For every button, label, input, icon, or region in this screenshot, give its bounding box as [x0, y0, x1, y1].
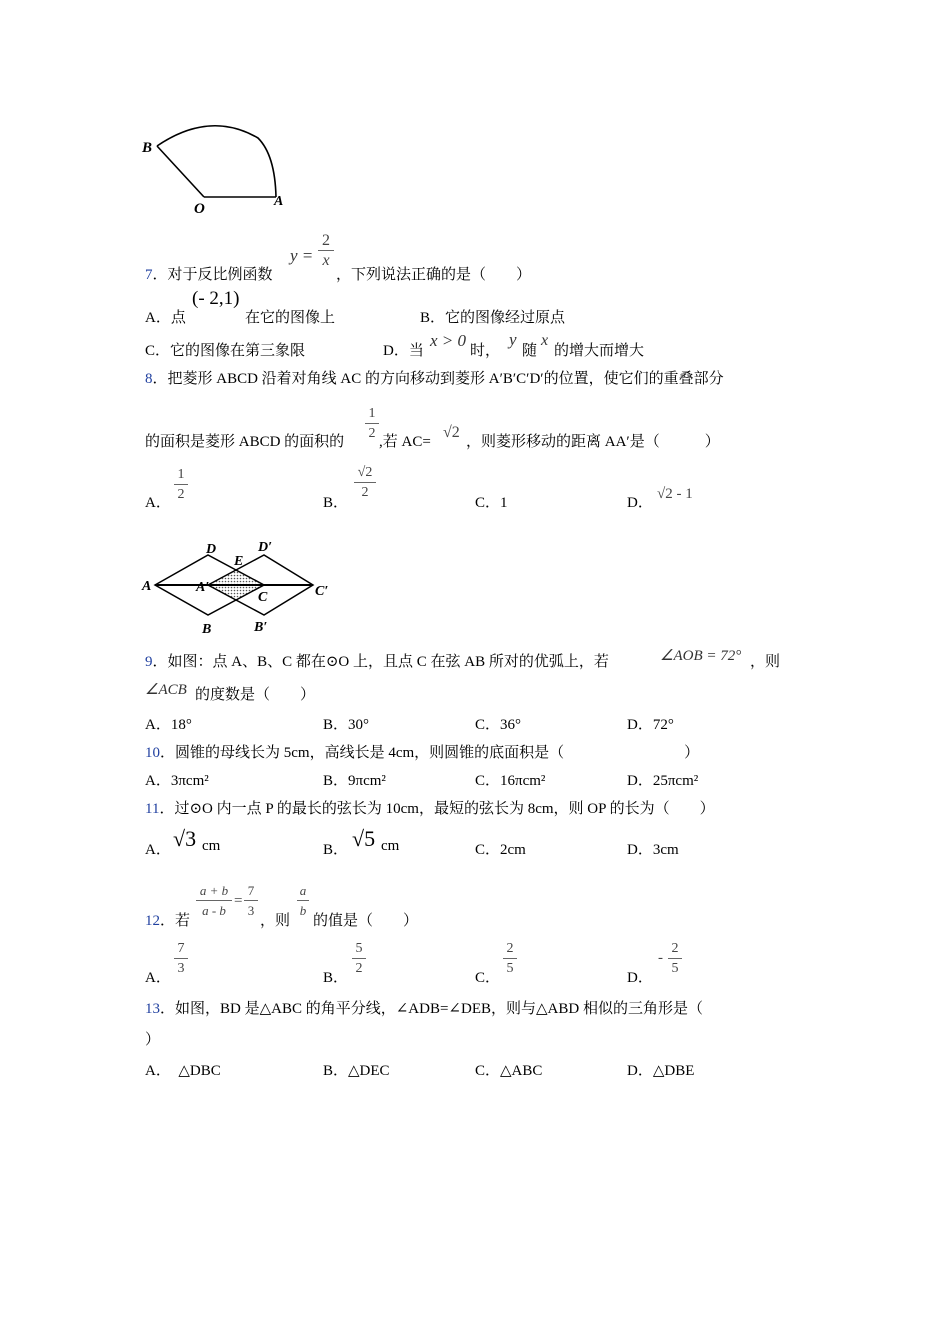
- q12-option-a[interactable]: [145, 966, 171, 987]
- q11-option-b[interactable]: [323, 838, 348, 859]
- q12-d-den: 5: [671, 961, 679, 976]
- q12-fraction-73: [244, 882, 258, 919]
- q12-a-num: 7: [177, 941, 185, 956]
- label-b: B: [202, 622, 212, 637]
- label-d: D: [206, 542, 217, 557]
- q9-line2-angle: ∠ACB: [145, 682, 187, 698]
- q7-stem: [145, 263, 273, 284]
- q8-half-num: 1: [368, 406, 376, 421]
- q11-b-label: B．: [323, 842, 349, 858]
- q12-b-fraction: [352, 940, 366, 977]
- q7-formula-lhs: y =: [290, 246, 314, 265]
- q9-number: 9: [145, 654, 153, 670]
- q10-text: ．圆锥的母线长为 5cm，高线长是 4cm，则圆锥的底面积是（ ）: [160, 745, 700, 761]
- q12-stem-pre: [145, 909, 190, 930]
- q12-d-fraction: [668, 940, 682, 977]
- q9-line1-post: ，则: [750, 654, 781, 670]
- q7-fraction-denominator: x: [322, 252, 330, 269]
- q10-option-a[interactable]: A．3πcm²: [145, 773, 209, 789]
- q11-text: ．过⊙O 内一点 P 的最长的弦长为 10cm，最短的弦长为 8cm，则 OP 的长为（ ）: [159, 801, 715, 817]
- q12-b-den: 2: [355, 961, 363, 976]
- sector-arc: [157, 126, 276, 197]
- q11-stem: [145, 797, 715, 818]
- q10-option-d[interactable]: D．25πcm²: [627, 773, 699, 789]
- q7-d-y: y: [509, 330, 517, 349]
- q12-fraction-a-over-b: [297, 882, 309, 919]
- q9-option-c[interactable]: C．36°: [475, 717, 522, 733]
- q12-post: 的值是（ ）: [313, 913, 419, 929]
- q12-d-sign: -: [658, 950, 663, 966]
- q10-option-c[interactable]: C．16πcm²: [475, 773, 546, 789]
- q12-option-c[interactable]: [475, 966, 500, 987]
- q11-option-d[interactable]: D．3cm: [627, 842, 679, 858]
- q12-c-num: 2: [506, 941, 514, 956]
- q7-formula-fraction: [318, 232, 334, 269]
- q13-line1-text: ．如图，BD 是△ABC 的角平分线，∠ADB=∠DEB，则与△ABD 相似的三角形是（: [160, 1001, 703, 1017]
- q10-option-b[interactable]: B．9πcm²: [323, 773, 386, 789]
- q11-a-label: A．: [145, 842, 171, 858]
- q12-d-num: 2: [671, 941, 679, 956]
- q7-d-mid2: 随: [522, 343, 538, 359]
- q13-option-d[interactable]: D．△DBE: [627, 1063, 695, 1079]
- label-e: E: [234, 554, 244, 569]
- q12-a-fraction: [174, 940, 188, 977]
- q12-f1-num: a + b: [199, 883, 229, 898]
- q8-a-label: A．: [145, 495, 171, 511]
- q7-d-mid: 时，: [470, 343, 501, 359]
- q12-f1-den: a - b: [202, 903, 226, 918]
- q7-option-d[interactable]: [383, 339, 424, 360]
- label-a: A: [142, 579, 152, 594]
- q11-option-c[interactable]: C．2cm: [475, 842, 526, 858]
- q12-b-label: B．: [323, 970, 349, 986]
- q8-option-c[interactable]: C．1: [475, 495, 508, 511]
- q7-option-b[interactable]: B．它的图像经过原点: [420, 310, 566, 326]
- q8-d-label: D．: [627, 495, 653, 511]
- q10-stem: [145, 741, 699, 762]
- q11-number: 11: [145, 801, 160, 817]
- q13-option-a[interactable]: A． △DBC: [145, 1063, 221, 1079]
- q8-line2-pre: 的面积是菱形 ABCD 的面积的: [145, 434, 345, 450]
- q8-a-den: 2: [177, 487, 185, 502]
- q9-option-a[interactable]: A．18°: [145, 717, 192, 733]
- q11-b-root: √5: [352, 826, 376, 851]
- q8-line2-post: ，则菱形移动的距离 AA′是（ ）: [466, 434, 720, 450]
- q8-b-num: √2: [357, 465, 373, 480]
- q12-f3-den: b: [299, 903, 307, 918]
- q8-b-fraction: [354, 464, 376, 501]
- q12-b-num: 5: [355, 941, 363, 956]
- q8-option-a[interactable]: [145, 491, 171, 512]
- q7-option-a[interactable]: [145, 306, 186, 327]
- q13-line2: ）: [145, 1032, 161, 1048]
- label-a: A: [274, 194, 284, 209]
- q9-line1-text: ．如图：点 A、B、C 都在⊙O 上，且点 C 在弦 AB 所对的优弧上，若: [152, 654, 609, 670]
- q11-a-root: √3: [173, 826, 197, 851]
- q7-d-condition: x > 0: [430, 331, 467, 350]
- q7-number: 7: [145, 267, 153, 283]
- q12-f2-num: 7: [247, 883, 255, 898]
- label-b: B: [142, 140, 153, 156]
- q7-a-point: (- 2,1): [192, 288, 240, 309]
- label-b-prime: B′: [254, 620, 268, 635]
- q9-line2-post: 的度数是（ ）: [195, 687, 316, 703]
- q7-d-x: x: [541, 332, 549, 349]
- q12-number: 12: [145, 913, 160, 929]
- q13-number: 13: [145, 1001, 160, 1017]
- q11-option-a[interactable]: [145, 838, 171, 859]
- q7-d-post: 的增大而增大: [554, 343, 645, 359]
- q7-a-text: 在它的图像上: [245, 310, 336, 326]
- q7-pre: ．对于反比例函数: [152, 267, 273, 283]
- q12-pre: ．若: [160, 913, 191, 929]
- sector-figure: [140, 120, 300, 220]
- q8-option-b[interactable]: [323, 491, 348, 512]
- q12-f3-num: a: [299, 883, 307, 898]
- label-o: O: [194, 201, 205, 217]
- q12-a-den: 3: [177, 961, 185, 976]
- q8-line1: [145, 367, 724, 388]
- q10-number: 10: [145, 745, 160, 761]
- q7-fraction-numerator: 2: [322, 232, 330, 249]
- q12-f2-den: 3: [247, 903, 255, 918]
- label-c: C: [258, 590, 268, 605]
- rhombus-figure: [140, 535, 340, 640]
- q8-number: 8: [145, 371, 153, 387]
- label-a-prime: A′: [196, 580, 210, 595]
- q12-c-label: C．: [475, 970, 501, 986]
- q7-stem-post: ，下列说法正确的是（ ）: [336, 267, 532, 283]
- q11-b-unit: cm: [381, 838, 400, 854]
- q8-half-den: 2: [368, 426, 376, 441]
- q11-a-unit: cm: [202, 838, 221, 854]
- q12-d-label: D．: [627, 970, 653, 986]
- q12-option-b[interactable]: [323, 966, 348, 987]
- q12-equals: =: [234, 893, 243, 909]
- q8-b-label: B．: [323, 495, 349, 511]
- q8-d-value: √2 - 1: [657, 486, 693, 502]
- q12-c-fraction: [503, 940, 517, 977]
- q13-line1: [145, 997, 703, 1018]
- label-c-prime: C′: [315, 584, 329, 599]
- q8-b-den: 2: [361, 485, 369, 500]
- q9-option-d[interactable]: D．72°: [627, 717, 674, 733]
- q9-angle: ∠AOB = 72°: [660, 648, 742, 664]
- q8-option-d[interactable]: [627, 491, 653, 512]
- q8-line1-text: ．把菱形 ABCD 沿着对角线 AC 的方向移动到菱形 A′B′C′D′的位置，使它们的重叠部分: [152, 371, 724, 387]
- q12-fraction-ab: [196, 882, 232, 919]
- q12-a-label: A．: [145, 970, 171, 986]
- q7-option-c[interactable]: C．它的图像在第三象限: [145, 343, 306, 359]
- sector-radius-ob: [157, 146, 204, 197]
- q9-option-b[interactable]: B．30°: [323, 717, 370, 733]
- q12-c-den: 5: [506, 961, 514, 976]
- q7-d-pre: D．当: [383, 343, 424, 359]
- q13-option-c[interactable]: C．△ABC: [475, 1063, 543, 1079]
- q8-a-fraction: [174, 466, 188, 503]
- q8-a-num: 1: [177, 467, 185, 482]
- q12-mid: ，则: [260, 913, 291, 929]
- q8-line2-mid: ,若 AC=: [379, 434, 431, 450]
- q8-sqrt2: √2: [443, 424, 460, 441]
- q8-half-fraction: [365, 405, 379, 442]
- q12-option-d[interactable]: [627, 966, 653, 987]
- q7-a-label: A．点: [145, 310, 186, 326]
- q13-option-b[interactable]: B．△DEC: [323, 1063, 390, 1079]
- q9-line1: [145, 650, 609, 671]
- label-d-prime: D′: [258, 540, 273, 555]
